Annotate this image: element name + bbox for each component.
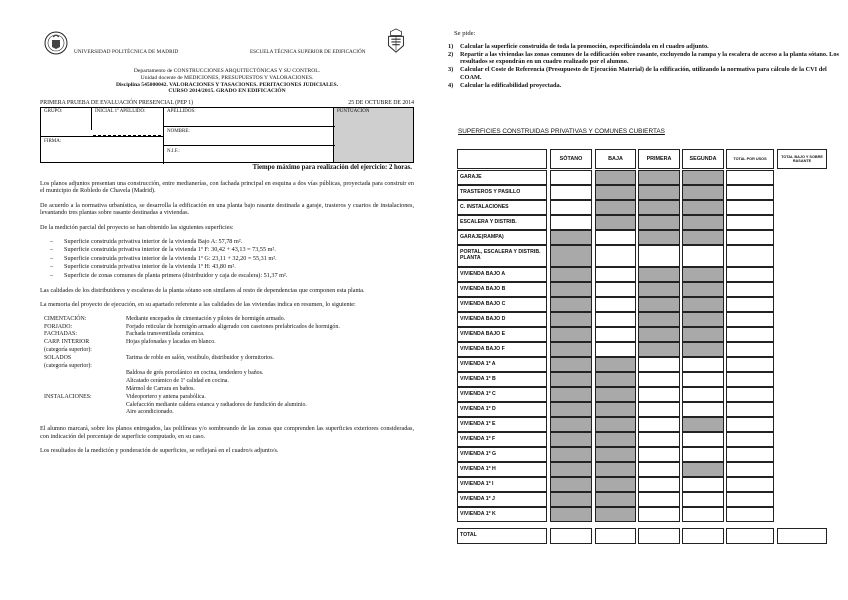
- surface-item: – Superficie construida privativa interior de la vivienda Bajo A: 57,78 m².: [40, 238, 414, 246]
- initial-label: INICIAL 1º APELLIDO:: [95, 109, 146, 114]
- row-label-cell: [457, 477, 547, 492]
- input-cell: [595, 230, 636, 245]
- input-cell: [638, 447, 680, 462]
- table-title: SUPERFICIES CONSTRUIDAS PRIVATIVAS Y COMUNES CUBIERTAS: [458, 128, 665, 135]
- subject-line: Disciplina 545000042. VALORACIONES Y TASACIONES. PERITACIONES JUDICIALES.: [115, 81, 339, 88]
- total-uses-cell: [726, 342, 774, 357]
- input-cell: [595, 245, 636, 267]
- shaded-cell: [682, 462, 724, 477]
- shaded-cell: [595, 372, 636, 387]
- total-uses-cell: [726, 372, 774, 387]
- row-label: VIVIENDA 1º H: [460, 465, 496, 472]
- shaded-cell: [682, 417, 724, 432]
- spec-value: [124, 363, 414, 371]
- spec-key: (categoría superior):: [44, 347, 92, 354]
- row-label: VIVIENDA 1º B: [460, 375, 496, 382]
- task-number: 2): [448, 50, 454, 58]
- header-blank-cell: [457, 149, 547, 169]
- shaded-cell: [638, 297, 680, 312]
- input-cell: [638, 357, 680, 372]
- row-label-cell: [457, 215, 547, 230]
- total-cell: [638, 528, 680, 544]
- shaded-cell: [682, 170, 724, 185]
- shaded-cell: [595, 387, 636, 402]
- spec-key: FORJADO:: [44, 323, 73, 330]
- input-cell: [682, 432, 724, 447]
- input-cell: [682, 507, 724, 522]
- shaded-cell: [595, 417, 636, 432]
- paragraph: Los resultados de la medición y ponderación de superficies, se reflejará en el cuadro/s adjunto/s.: [40, 447, 279, 455]
- task-item: [448, 51, 840, 66]
- spec-value: Baldosa de grés porcelánico en cocina, tendedero y baños.: [126, 370, 264, 377]
- row-label: VIVIENDA BAJO A: [460, 270, 506, 277]
- input-cell: [682, 447, 724, 462]
- row-label: VIVIENDA 1º K: [460, 510, 496, 517]
- input-cell: [682, 357, 724, 372]
- input-cell: [550, 215, 592, 230]
- university-name: UNIVERSIDAD POLITÉCNICA DE MADRID: [74, 49, 179, 55]
- shaded-cell: [550, 372, 592, 387]
- department-line: Departamento de CONSTRUCCIONES ARQUITECTÓNICAS Y SU CONTROL.: [133, 68, 321, 74]
- shaded-cell: [550, 357, 592, 372]
- total-uses-cell: [726, 507, 774, 522]
- spec-value: [124, 347, 414, 355]
- grand-total-cell: [777, 528, 827, 544]
- surface-item: – Superficie construida privativa interior de la vivienda 1º G: 23,11 + 32,20 = 55,31 m².: [40, 255, 414, 263]
- surname-label: APELLIDOS:: [167, 109, 196, 114]
- surface-item: – Superficie construida privativa interior de la vivienda 1º H: 43,80 m².: [40, 263, 414, 271]
- surface-item: – Superficie de zonas comunes de planta primera (distribuidor y caja de escalera): 51,37 m².: [40, 272, 414, 280]
- total-label: TOTAL: [460, 532, 477, 539]
- paragraph: El alumno marcará, sobre los planos entregados, las polilíneas y/o sombreando de las zonas que comprenden las superficies exteriores consideradas, con indicación del porcentaje de superficie computado, en su caso.: [40, 425, 414, 440]
- total-uses-cell: [726, 387, 774, 402]
- row-label-cell: [457, 170, 547, 185]
- form-divider: [163, 145, 335, 146]
- input-cell: [595, 267, 636, 282]
- paragraph: De acuerdo a la normativa urbanística, se desarrolla la edificación en una planta bajo rasante destinada a garaje, trasteros y cuartos de instalaciones, levantando tres plantas sobre rasante destinadas a viviendas.: [40, 201, 414, 217]
- spec-value: Aire acondicionado.: [126, 409, 174, 416]
- input-cell: [638, 402, 680, 417]
- shaded-cell: [595, 170, 636, 185]
- quality-specs: [40, 316, 414, 417]
- shaded-cell: [550, 507, 592, 522]
- shaded-cell: [550, 297, 592, 312]
- row-label-cell: [457, 342, 547, 357]
- shaded-cell: [682, 185, 724, 200]
- row-label: VIVIENDA BAJO D: [460, 315, 506, 322]
- paragraph: Los planos adjuntos presentan una construcción, entre medianerías, con fachada principal en esquina a dos vías públicas, proyectada para construir en el municipio de Robledo de Chavela (Madrid).: [40, 180, 414, 195]
- total-cell: [726, 528, 774, 544]
- shaded-cell: [550, 492, 592, 507]
- shaded-cell: [638, 200, 680, 215]
- row-label: VIVIENDA 1º C: [460, 390, 496, 397]
- row-label: GARAJE(RAMPA): [460, 233, 504, 240]
- input-cell: [638, 245, 680, 267]
- form-divider: [163, 108, 164, 164]
- exam-statement: [40, 180, 414, 461]
- shaded-cell: [682, 312, 724, 327]
- row-label-cell: [457, 282, 547, 297]
- row-label: VIVIENDA 1º I: [460, 480, 494, 487]
- shaded-cell: [550, 327, 592, 342]
- total-uses-cell: [726, 432, 774, 447]
- total-uses-cell: [726, 312, 774, 327]
- row-label: PORTAL, ESCALERA Y DISTRIB. PLANTA: [460, 249, 541, 261]
- spec-key: INSTALACIONES:: [44, 393, 92, 400]
- paragraph: De la medición parcial del proyecto se han obtenido las siguientes superficies:: [40, 223, 234, 231]
- input-cell: [682, 402, 724, 417]
- task-text: Calcular la superficie construida de toda la promoción, especificándola en el cuadro adjunto.: [460, 43, 709, 50]
- task-number: 3): [448, 66, 454, 74]
- spec-value: Calefacción mediante caldera estanca y radiadores de fundición de aluminio.: [126, 401, 307, 408]
- input-cell: [595, 282, 636, 297]
- total-uses-cell: [726, 297, 774, 312]
- row-label: VIVIENDA BAJO C: [460, 300, 506, 307]
- row-label: VIVIENDA 1º A: [460, 360, 496, 367]
- total-above-below-header: TOTAL BAJO Y SOBRE RASANTE: [777, 149, 827, 169]
- shaded-cell: [682, 297, 724, 312]
- input-cell: [638, 372, 680, 387]
- row-label: VIVIENDA 1º F: [460, 435, 496, 442]
- shaded-cell: [595, 492, 636, 507]
- input-cell: [638, 462, 680, 477]
- shaded-cell: [638, 282, 680, 297]
- shaded-cell: [595, 200, 636, 215]
- input-cell: [682, 477, 724, 492]
- row-label-cell: [457, 387, 547, 402]
- row-label: VIVIENDA 1º G: [460, 450, 497, 457]
- shaded-cell: [682, 327, 724, 342]
- row-label: VIVIENDA 1º E: [460, 420, 496, 427]
- row-label: ESCALERA Y DISTRIB.: [460, 218, 517, 225]
- row-label: TRASTEROS Y PASILLO: [460, 188, 521, 195]
- shaded-cell: [595, 507, 636, 522]
- total-cell: [682, 528, 724, 544]
- spec-value: Videoportero y antena parabólica.: [126, 393, 206, 400]
- teaching-unit-line: Unidad docente de MEDICIONES, PRESUPUESTOS Y VALORACIONES.: [140, 74, 314, 81]
- row-label-cell: [457, 402, 547, 417]
- total-uses-cell: [726, 200, 774, 215]
- upm-seal-icon: [44, 30, 68, 56]
- total-uses-cell: [726, 462, 774, 477]
- task-number: 1): [448, 43, 454, 50]
- total-uses-cell: [726, 447, 774, 462]
- form-divider: [163, 126, 335, 127]
- row-label-cell: [457, 462, 547, 477]
- input-cell: [682, 245, 724, 267]
- spec-key: (categoría superior):: [44, 362, 92, 369]
- task-number: 4): [448, 81, 454, 89]
- exam-page-right: [448, 30, 840, 590]
- name-label: NOMBRE:: [167, 129, 190, 134]
- total-cell: [550, 528, 592, 544]
- row-label-cell: [457, 185, 547, 200]
- total-uses-cell: [726, 267, 774, 282]
- spec-value: Tarima de roble en salón, vestíbulo, distribuidor y dormitorios.: [126, 354, 274, 361]
- shaded-cell: [638, 327, 680, 342]
- input-cell: [595, 327, 636, 342]
- task-item: [448, 82, 840, 90]
- total-uses-cell: [726, 282, 774, 297]
- row-label-cell: [457, 230, 547, 245]
- initial-boxes: [93, 135, 161, 136]
- input-cell: [638, 417, 680, 432]
- total-uses-cell: [726, 245, 774, 267]
- row-label-cell: [457, 492, 547, 507]
- shaded-cell: [638, 215, 680, 230]
- shaded-cell: [550, 432, 592, 447]
- row-label: VIVIENDA BAJO F: [460, 345, 505, 352]
- surface-list: [40, 238, 414, 280]
- row-label: GARAJE: [460, 173, 482, 180]
- exam-date: 25 DE OCTUBRE DE 2014: [348, 100, 414, 107]
- task-item: [448, 66, 840, 81]
- total-uses-cell: [726, 477, 774, 492]
- input-cell: [638, 432, 680, 447]
- student-form: [40, 107, 414, 163]
- spec-value: Mármol de Carrara en baños.: [126, 386, 195, 393]
- shaded-cell: [550, 462, 592, 477]
- signature-label: FIRMA:: [44, 139, 62, 144]
- total-uses-cell: [726, 185, 774, 200]
- input-cell: [682, 372, 724, 387]
- form-divider: [91, 108, 92, 130]
- shaded-cell: [682, 282, 724, 297]
- column-header: SEGUNDA: [682, 149, 724, 169]
- row-label-cell: [457, 432, 547, 447]
- shaded-cell: [550, 230, 592, 245]
- spec-key: CIMENTACIÓN:: [44, 315, 87, 322]
- shaded-cell: [595, 462, 636, 477]
- total-uses-cell: [726, 417, 774, 432]
- row-label-cell: [457, 267, 547, 282]
- row-label-cell: [457, 357, 547, 372]
- shaded-cell: [550, 402, 592, 417]
- input-cell: [638, 507, 680, 522]
- exam-title: PRIMERA PRUEBA DE EVALUACIÓN PRESENCIAL (PEP 1): [40, 100, 194, 107]
- surface-item: – Superficie construida privativa interior de la vivienda 1º F: 30,42 + 43,13 = 73,55 m².: [40, 246, 414, 254]
- shaded-cell: [550, 245, 592, 267]
- task-item: [448, 43, 840, 51]
- form-divider: [41, 136, 163, 137]
- input-cell: [595, 342, 636, 357]
- spec-key: SOLADOS: [44, 354, 72, 361]
- course-line: CURSO 2014/2015. GRADO EN EDIFICACIÓN: [168, 88, 286, 95]
- nif-label: N.I.F.:: [167, 149, 180, 154]
- row-label-cell: [457, 297, 547, 312]
- row-label-cell: [457, 447, 547, 462]
- spec-key: [44, 370, 124, 378]
- row-label: C. INSTALACIONES: [460, 203, 509, 210]
- input-cell: [550, 185, 592, 200]
- input-cell: [638, 387, 680, 402]
- shaded-cell: [682, 342, 724, 357]
- school-crest-icon: [384, 28, 408, 54]
- total-uses-cell: [726, 215, 774, 230]
- input-cell: [638, 477, 680, 492]
- total-uses-cell: [726, 170, 774, 185]
- shaded-cell: [550, 312, 592, 327]
- column-header: BAJA: [595, 149, 636, 169]
- spec-key: FACHADAS:: [44, 331, 77, 338]
- time-note: Tiempo máximo para realización del ejercicio: 2 horas.: [252, 164, 412, 171]
- task-text: Repartir a las viviendas las zonas comunes de la edificación sobre rasante, excluyendo la rampa y la escalera de acceso a la planta sótano. Los resultados se expondrán en un cuadro realizado por el alumno.: [460, 50, 839, 66]
- total-uses-header: TOTAL POR USOS: [726, 149, 774, 169]
- shaded-cell: [595, 215, 636, 230]
- row-label-cell: [457, 200, 547, 215]
- shaded-cell: [682, 230, 724, 245]
- shaded-cell: [550, 477, 592, 492]
- shaded-cell: [638, 342, 680, 357]
- task-text: Calcular la edificabilidad proyectada.: [460, 81, 562, 89]
- spec-key: [44, 378, 124, 386]
- shaded-cell: [595, 477, 636, 492]
- task-list: [448, 43, 840, 89]
- input-cell: [682, 387, 724, 402]
- shaded-cell: [595, 432, 636, 447]
- shaded-cell: [550, 447, 592, 462]
- row-label-cell: [457, 327, 547, 342]
- tasks-heading: Se pide:: [454, 30, 476, 37]
- spec-value: Fachada transventilada cerámica.: [126, 331, 205, 338]
- row-label-cell: [457, 312, 547, 327]
- shaded-cell: [550, 417, 592, 432]
- exam-title-row: [40, 100, 414, 106]
- paragraph: La memoria del proyecto de ejecución, en su apartado referente a las calidades de las viviendas indica en resumen, lo siguiente:: [40, 301, 356, 309]
- school-name: ESCUELA TÉCNICA SUPERIOR DE EDIFICACIÓN: [250, 49, 366, 55]
- input-cell: [682, 492, 724, 507]
- row-label-cell: [457, 372, 547, 387]
- task-text: Calcular el Coste de Referencia (Presupuesto de Ejecución Material) de la edificación, utilizando la normativa para cálculo de la CVI del COAM.: [460, 66, 827, 81]
- letterhead: [40, 30, 414, 64]
- row-label-cell: [457, 245, 547, 267]
- total-uses-cell: [726, 230, 774, 245]
- shaded-cell: [595, 402, 636, 417]
- shaded-cell: [638, 230, 680, 245]
- spec-value: Forjado reticular de hormigón armado aligerado con casetones prefabricados de hormigón.: [126, 323, 340, 330]
- shaded-cell: [638, 170, 680, 185]
- shaded-cell: [682, 215, 724, 230]
- total-label-cell: [457, 528, 547, 544]
- score-box: [333, 108, 413, 162]
- score-label: PUNTUACIÓN: [337, 109, 370, 114]
- shaded-cell: [550, 387, 592, 402]
- spec-key: [44, 409, 124, 417]
- spec-value: Mediante encepados de cimentación y pilotes de hormigón armado.: [126, 315, 286, 322]
- shaded-cell: [595, 447, 636, 462]
- spec-value: Alicatado cerámico de 1ª calidad en cocina.: [126, 378, 229, 385]
- spec-key: [44, 386, 124, 394]
- row-label-cell: [457, 417, 547, 432]
- input-cell: [638, 492, 680, 507]
- row-label: VIVIENDA BAJO E: [460, 330, 506, 337]
- shaded-cell: [638, 267, 680, 282]
- input-cell: [595, 297, 636, 312]
- shaded-cell: [550, 267, 592, 282]
- paragraph: Las calidades de los distribuidores y escaleras de la planta sótano son similares al resto de dependencias que componen esta planta.: [40, 287, 365, 295]
- row-label: VIVIENDA BAJO B: [460, 285, 506, 292]
- input-cell: [550, 200, 592, 215]
- shaded-cell: [638, 312, 680, 327]
- row-label-cell: [457, 507, 547, 522]
- shaded-cell: [550, 342, 592, 357]
- input-cell: [595, 312, 636, 327]
- shaded-cell: [550, 282, 592, 297]
- shaded-cell: [682, 267, 724, 282]
- spec-value: Hojas plafonadas y lacadas en blanco.: [126, 339, 216, 346]
- shaded-cell: [595, 185, 636, 200]
- total-cell: [595, 528, 636, 544]
- total-uses-cell: [726, 402, 774, 417]
- shaded-cell: [638, 185, 680, 200]
- total-uses-cell: [726, 357, 774, 372]
- input-cell: [550, 170, 592, 185]
- shaded-cell: [595, 357, 636, 372]
- row-label: VIVIENDA 1º J: [460, 495, 495, 502]
- column-header: SÓTANO: [550, 149, 592, 169]
- spec-key: [44, 402, 124, 410]
- shaded-cell: [682, 200, 724, 215]
- column-header: PRIMERA: [638, 149, 680, 169]
- row-label: VIVIENDA 1º D: [460, 405, 496, 412]
- total-uses-cell: [726, 327, 774, 342]
- spec-key: CARP. INTERIOR: [44, 339, 90, 346]
- group-label: GRUPO:: [44, 109, 63, 114]
- exam-page-left: [40, 30, 414, 590]
- total-uses-cell: [726, 492, 774, 507]
- department-block: [40, 68, 414, 95]
